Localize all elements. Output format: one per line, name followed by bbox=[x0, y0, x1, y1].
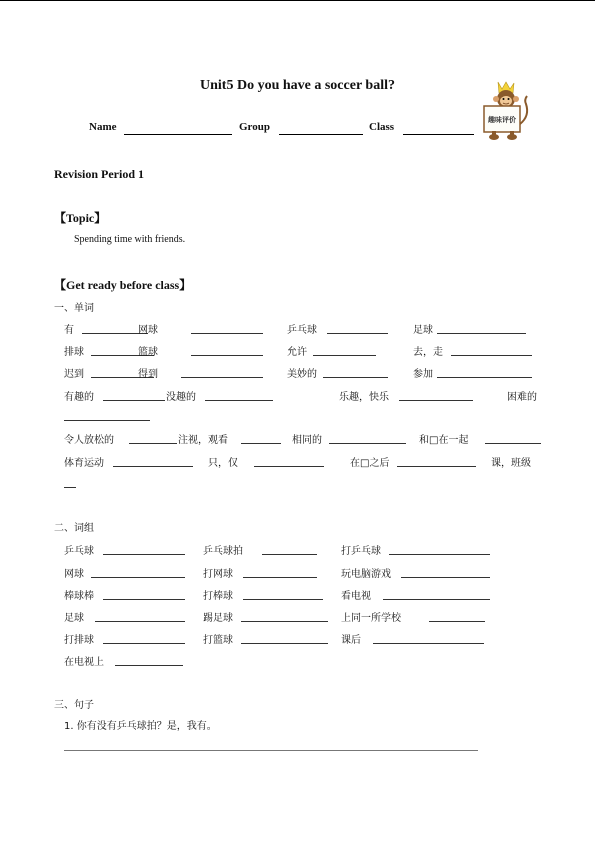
item-label: 只，仅 bbox=[208, 458, 238, 469]
item-label: 有趣的 bbox=[64, 392, 94, 403]
item-label: 课，班级 bbox=[491, 458, 531, 469]
item-label: 迟到 bbox=[64, 369, 84, 380]
item-label: 有 bbox=[64, 325, 74, 336]
answer-blank[interactable] bbox=[437, 377, 532, 378]
item-label: 打棒球 bbox=[203, 591, 233, 602]
item-label: 乐趣，快乐 bbox=[339, 392, 389, 403]
item-label: 去，走 bbox=[413, 347, 443, 358]
item-label: 足球 bbox=[64, 613, 84, 624]
answer-blank[interactable] bbox=[399, 400, 473, 401]
item-label: 令人放松的 bbox=[64, 435, 114, 446]
svg-text:趣味评价: 趣味评价 bbox=[488, 116, 516, 124]
answer-blank[interactable] bbox=[437, 333, 526, 334]
answer-blank[interactable] bbox=[115, 665, 183, 666]
answer-blank[interactable] bbox=[254, 466, 324, 467]
item-label: 打网球 bbox=[203, 569, 233, 580]
item-label: 足球 bbox=[413, 325, 433, 336]
answer-blank[interactable] bbox=[95, 621, 185, 622]
item-label: 在□之后 bbox=[350, 458, 390, 469]
answer-blank[interactable] bbox=[129, 443, 177, 444]
answer-blank[interactable] bbox=[313, 355, 376, 356]
answer-blank[interactable] bbox=[103, 643, 185, 644]
item-label: 体育运动 bbox=[64, 458, 104, 469]
answer-blank[interactable] bbox=[243, 599, 323, 600]
answer-blank[interactable] bbox=[262, 554, 317, 555]
name-label: Name bbox=[89, 121, 117, 133]
monkey-mascot-icon bbox=[476, 80, 532, 142]
answer-blank[interactable] bbox=[103, 554, 185, 555]
topic-heading: 【Topic】 bbox=[54, 211, 107, 225]
item-label: 美妙的 bbox=[287, 369, 317, 380]
item-label: 和□在一起 bbox=[419, 435, 469, 446]
item-label: 打乒乓球 bbox=[341, 546, 381, 557]
item-label: 没趣的 bbox=[166, 392, 196, 403]
item-label: 网球 bbox=[64, 569, 84, 580]
answer-blank[interactable] bbox=[329, 443, 406, 444]
answer-blank[interactable] bbox=[323, 377, 388, 378]
item-label: 困难的 bbox=[507, 392, 537, 403]
answer-blank[interactable] bbox=[485, 443, 541, 444]
top-border bbox=[0, 0, 595, 1]
sentence-item: 1. 你有没有乒乓球拍？是，我有。 bbox=[64, 721, 217, 732]
words-heading: 一、单词 bbox=[54, 303, 94, 314]
item-label: 乒乓球 bbox=[64, 546, 94, 557]
item-label: 相同的 bbox=[292, 435, 322, 446]
group-label: Group bbox=[239, 121, 270, 133]
sentence-answer-line[interactable] bbox=[64, 750, 478, 751]
answer-blank[interactable] bbox=[373, 643, 484, 644]
item-label: 注视，观看 bbox=[178, 435, 228, 446]
answer-blank[interactable] bbox=[429, 621, 485, 622]
answer-blank[interactable] bbox=[401, 577, 490, 578]
answer-blank[interactable] bbox=[205, 400, 273, 401]
phrases-heading: 二、词组 bbox=[54, 523, 94, 534]
class-label: Class bbox=[369, 121, 395, 133]
answer-blank[interactable] bbox=[103, 599, 185, 600]
item-label: 玩电脑游戏 bbox=[341, 569, 391, 580]
answer-blank[interactable] bbox=[397, 466, 476, 467]
item-label: 打排球 bbox=[64, 635, 94, 646]
answer-blank[interactable] bbox=[389, 554, 490, 555]
answer-blank[interactable] bbox=[243, 577, 317, 578]
item-label: 乒乓球 bbox=[287, 325, 317, 336]
answer-blank[interactable] bbox=[191, 333, 263, 334]
answer-blank[interactable] bbox=[103, 400, 165, 401]
item-label: 踢足球 bbox=[203, 613, 233, 624]
answer-blank[interactable] bbox=[91, 577, 185, 578]
answer-blank[interactable] bbox=[241, 643, 328, 644]
answer-blank[interactable] bbox=[64, 487, 76, 488]
answer-blank[interactable] bbox=[64, 420, 150, 421]
item-label: 看电视 bbox=[341, 591, 371, 602]
item-label: 参加 bbox=[413, 369, 433, 380]
item-label: 网球 bbox=[138, 325, 158, 336]
item-label: 乒乓球拍 bbox=[203, 546, 243, 557]
item-label: 得到 bbox=[138, 369, 158, 380]
period-heading: Revision Period 1 bbox=[54, 167, 144, 181]
answer-blank[interactable] bbox=[383, 599, 490, 600]
answer-blank[interactable] bbox=[191, 355, 263, 356]
answer-blank[interactable] bbox=[113, 466, 193, 467]
item-label: 排球 bbox=[64, 347, 84, 358]
item-label: 上同一所学校 bbox=[341, 613, 401, 624]
item-label: 打篮球 bbox=[203, 635, 233, 646]
item-label: 棒球棒 bbox=[64, 591, 94, 602]
item-label: 篮球 bbox=[138, 347, 158, 358]
get-ready-heading: 【Get ready before class】 bbox=[54, 278, 192, 292]
answer-blank[interactable] bbox=[327, 333, 388, 334]
name-field[interactable] bbox=[124, 134, 232, 135]
sentences-heading: 三、句子 bbox=[54, 700, 94, 711]
group-field[interactable] bbox=[279, 134, 363, 135]
topic-text: Spending time with friends. bbox=[74, 234, 186, 245]
answer-blank[interactable] bbox=[241, 443, 281, 444]
page-title: Unit5 Do you have a soccer ball? bbox=[200, 78, 395, 93]
item-label: 允许 bbox=[287, 347, 307, 358]
answer-blank[interactable] bbox=[451, 355, 532, 356]
item-label: 在电视上 bbox=[64, 657, 104, 668]
answer-blank[interactable] bbox=[241, 621, 328, 622]
answer-blank[interactable] bbox=[181, 377, 263, 378]
class-field[interactable] bbox=[403, 134, 474, 135]
item-label: 课后 bbox=[341, 635, 361, 646]
